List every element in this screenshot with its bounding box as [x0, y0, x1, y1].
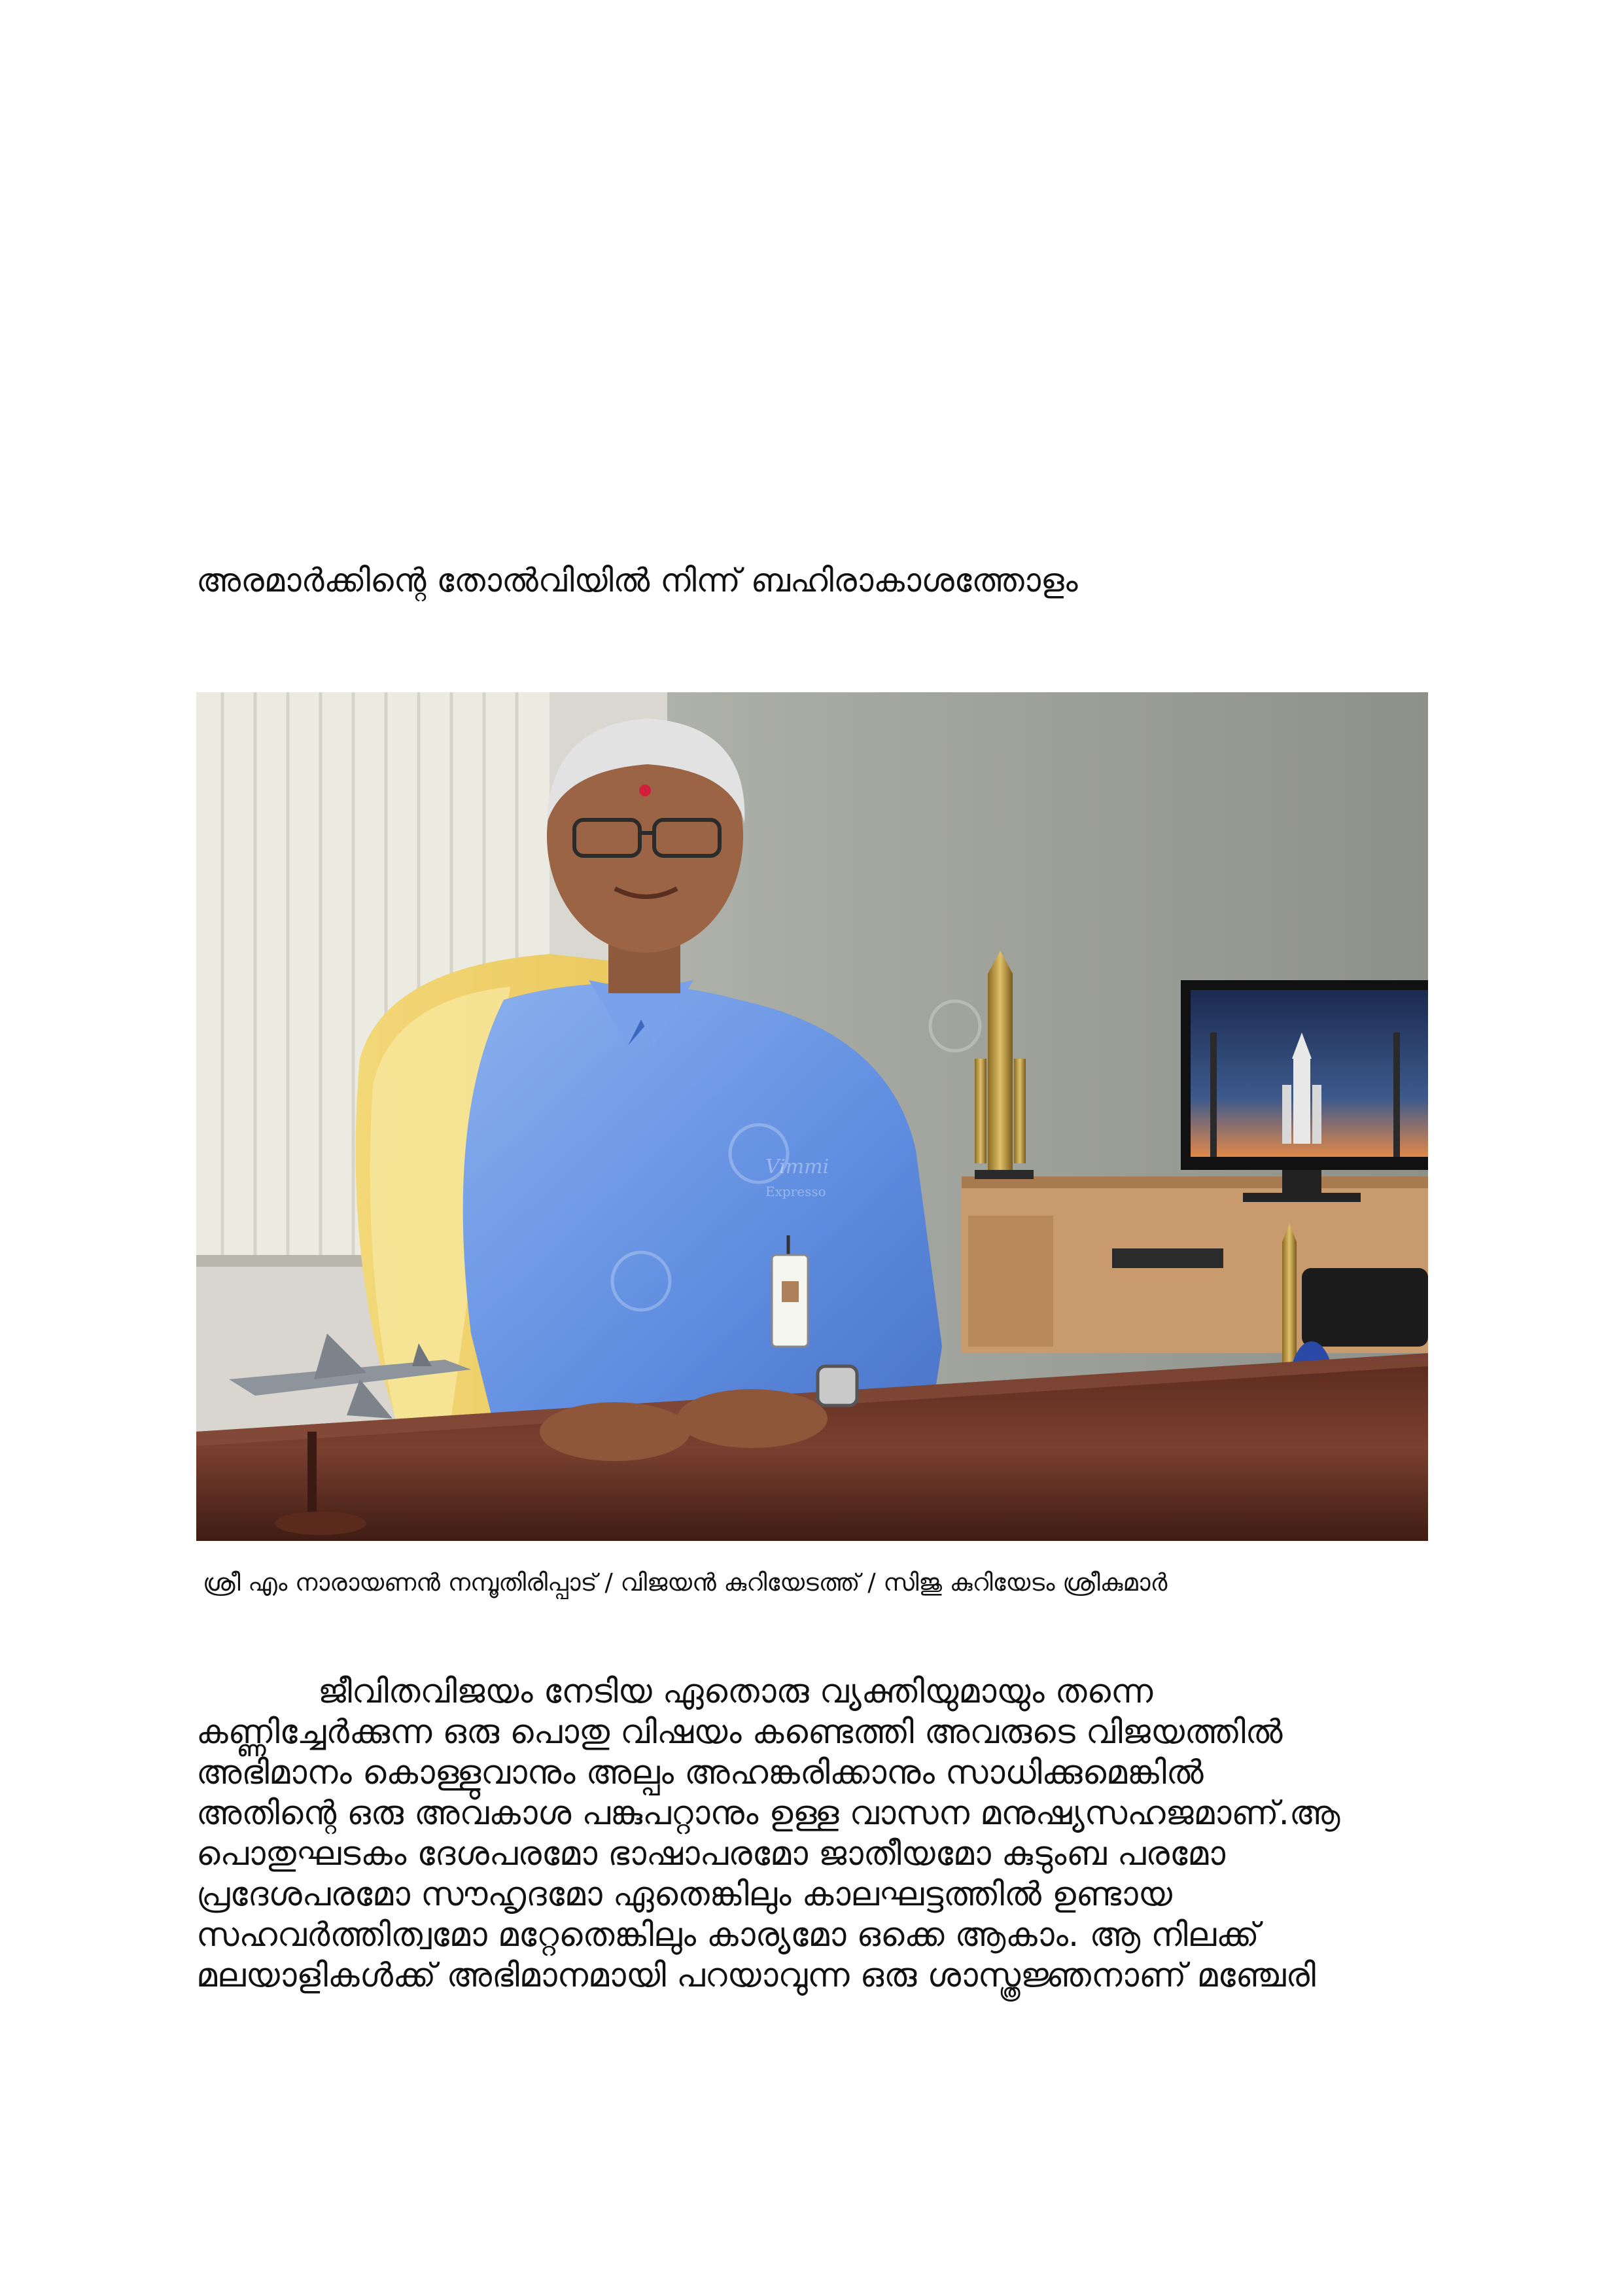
paragraph-line: പൊതുഘടകം ദേശപരമോ ഭാഷാപരമോ ജാതീയമോ കുടുംബ പരമോ: [196, 1835, 1226, 1873]
paragraph-line: പ്രദേശപരമോ സൗഹൃദമോ ഏതെങ്കിലും കാലഘട്ടത്തിൽ ഉണ്ടായ: [196, 1875, 1172, 1914]
paragraph-line: മലയാളികൾക്ക് അഭിമാനമായി പറയാവുന്ന ഒരു ശാസ്ത്രജ്ഞനാണ് മഞ്ചേരി: [196, 1956, 1316, 1995]
watermark-subtext: Expresso: [765, 1184, 826, 1199]
photo-caption: ശ്രീ എം നാരായണൻ നമ്പൂതിരിപ്പാട് / വിജയൻ കുറിയേടത്ത് / സിജു കുറിയേടം ശ്രീകുമാർ: [203, 1568, 1168, 1597]
paragraph-line: ജീവിതവിജയം നേടിയ ഏതൊരു വ്യക്തിയുമായും തന്നെ: [318, 1672, 1153, 1711]
page-title: അരമാർക്കിന്റെ തോൽവിയിൽ നിന്ന് ബഹിരാകാശത്തോളം: [196, 561, 1078, 599]
paragraph-line: അതിന്റെ ഒരു അവകാശ പങ്കുപറ്റാനും ഉള്ള വാസന മനുഷ്യസഹജമാണ്.ആ: [196, 1794, 1340, 1833]
paragraph-line: സഹവർത്തിത്വമോ മറ്റേതെങ്കിലും കാര്യമോ ഒക്കെ ആകാം. ആ നിലക്ക്: [196, 1916, 1259, 1954]
portrait-photo: [196, 692, 1428, 1541]
article-paragraph: [196, 1672, 1433, 1996]
paragraph-line: കണ്ണിച്ചേർക്കുന്ന ഒരു പൊതു വിഷയം കണ്ടെത്തി അവരുടെ വിജയത്തിൽ: [196, 1713, 1283, 1752]
watermark-text: Vimmi: [765, 1156, 829, 1178]
paragraph-line: അഭിമാനം കൊള്ളുവാനും അല്പം അഹങ്കരിക്കാനും സാധിക്കുമെങ്കിൽ: [196, 1754, 1204, 1792]
